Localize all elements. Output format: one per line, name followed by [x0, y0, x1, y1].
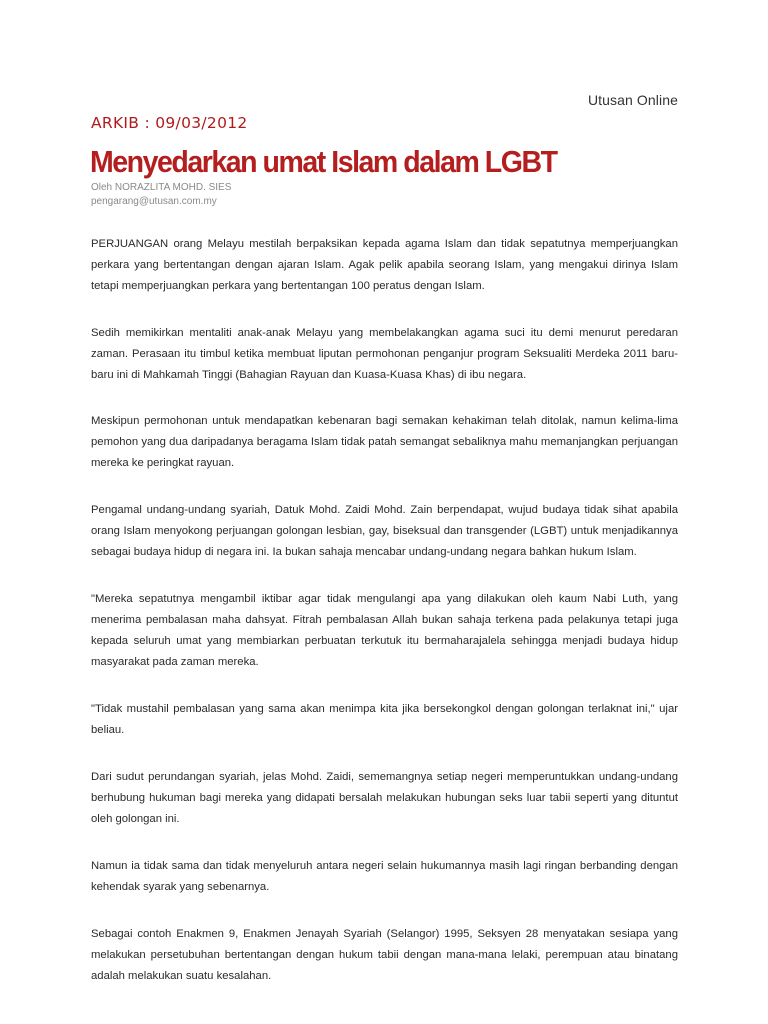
article-paragraph: "Mereka sepatutnya mengambil iktibar agar tidak mengulangi apa yang dilakukan oleh kaum Nabi Luth, yang menerima pembalasan maha dahsyat. Fitrah pembalasan Allah bukan sahaja terkena pada pelakunya tetapi juga kepada seluruh umat yang membiarkan perbuatan terkutuk itu bermaharajalela sehingga menjadi budaya hidup masyarakat pada zaman mereka. [91, 593, 678, 668]
article-paragraph: Pengamal undang-undang syariah, Datuk Mohd. Zaidi Mohd. Zain berpendapat, wujud budaya tidak sihat apabila orang Islam menyokong perjuangan golongan lesbian, gay, biseksual dan transgender (LGBT) untuk menjadikannya sebagai budaya hidup di negara ini. Ia bukan sahaja mencabar undang-undang negara bahkan hukum Islam. [91, 504, 678, 558]
author-email: pengarang@utusan.com.my [91, 196, 217, 207]
article-paragraph: Sebagai contoh Enakmen 9, Enakmen Jenayah Syariah (Selangor) 1995, Seksyen 28 menyatakan sesiapa yang melakukan persetubuhan bertentangan dengan hukum tabii dengan mana-mana lelaki, perempuan atau binatang adalah melakukan suatu kesalahan. [91, 928, 678, 982]
article-paragraph: Sedih memikirkan mentaliti anak-anak Melayu yang membelakangkan agama suci itu demi menurut peredaran zaman. Perasaan itu timbul ketika membuat liputan permohonan penganjur program Seksualiti Merdeka 2011 baru-baru ini di Mahkamah Tinggi (Bahagian Rayuan dan Kuasa-Kuasa Khas) di ibu negara. [91, 327, 678, 381]
author-name: Oleh NORAZLITA MOHD. SIES [91, 182, 232, 193]
article-paragraph: Dari sudut perundangan syariah, jelas Mohd. Zaidi, sememangnya setiap negeri memperuntukkan undang-undang berhubung hukuman bagi mereka yang didapati bersalah melakukan hubungan seks luar tabii seperti yang dituntut oleh golongan ini. [91, 771, 678, 825]
article-paragraph: Namun ia tidak sama dan tidak menyeluruh antara negeri selain hukumannya masih lagi ringan berbanding dengan kehendak syarak yang sebenarnya. [91, 860, 678, 893]
byline [91, 181, 231, 209]
archive-date: ARKIB : 09/03/2012 [91, 114, 248, 132]
article-title: Menyedarkan umat Islam dalam LGBT [90, 144, 557, 179]
article-paragraph: "Tidak mustahil pembalasan yang sama akan menimpa kita jika bersekongkol dengan golongan terlaknat ini," ujar beliau. [91, 703, 678, 736]
article-body [91, 234, 678, 1013]
article-paragraph: PERJUANGAN orang Melayu mestilah berpaksikan kepada agama Islam dan tidak sepatutnya memperjuangkan perkara yang bertentangan dengan ajaran Islam. Agak pelik apabila seorang Islam, yang mengakui dirinya Islam tetapi memperjuangkan perkara yang bertentangan 100 peratus dengan Islam. [91, 238, 678, 292]
site-name: Utusan Online [587, 92, 678, 108]
article-paragraph: Meskipun permohonan untuk mendapatkan kebenaran bagi semakan kehakiman telah ditolak, namun kelima-lima pemohon yang dua daripadanya beragama Islam tidak patah semangat sebaliknya mahu memanjangkan perjuangan mereka ke peringkat rayuan. [91, 415, 678, 469]
